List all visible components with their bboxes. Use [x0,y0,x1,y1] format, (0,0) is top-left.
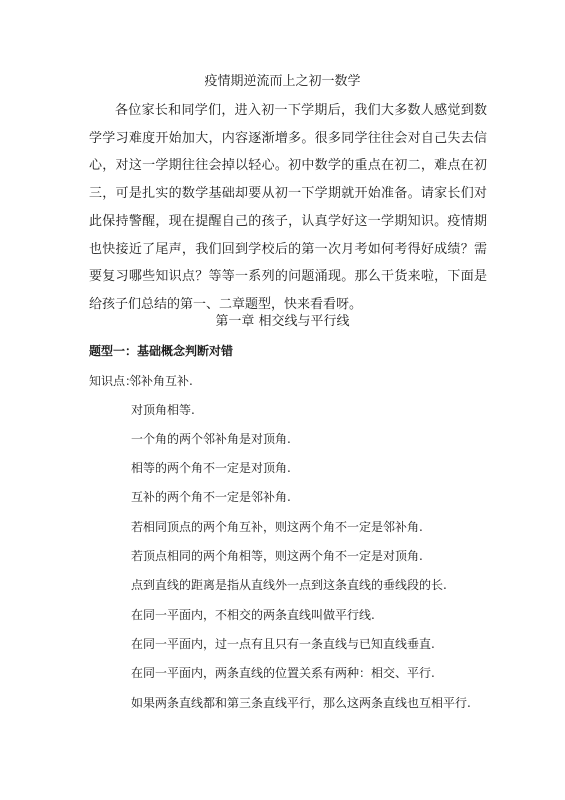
knowledge-point: 一个角的两个邻补角是对顶角. [131,432,291,446]
knowledge-point: 互补的两个角不一定是邻补角. [131,490,291,504]
knowledge-points-label: 知识点： [89,374,138,388]
knowledge-point: 如果两条直线都和第三条直线平行，那么这两条直线也互相平行. [131,696,471,710]
knowledge-point: 在同一平面内，不相交的两条直线叫做平行线. [131,608,375,622]
knowledge-point: 对顶角相等. [131,403,195,417]
knowledge-point: 在同一平面内，两条直线的位置关系有两种：相交、平行. [131,666,435,680]
question-type-heading: 题型一：基础概念判断对错 [89,344,234,358]
intro-paragraph: 各位家长和同学们，进入初一下学期后，我们大多数人感觉到数学学习难度开始加大，内容逐渐增多。很多同学往往会对自己失去信心，对这一学期往往会掉以轻心。初中数学的重点在初二，难点在初三，可是扎实的数学基础却要从初一下学期就开始准备。请家长们对此保持警醒，现在提醒自己的孩子，认真学好这一学期知识。疫情期也快接近了尾声，我们回到学校后的第一次月考如何考得好成绩？需要复习哪些知识点？等等一系列的问题涌现。那么干货来啦，下面是给孩子们总结的第一、二章题型，快来看看呀。 [89,103,487,312]
chapter-title: 第一章 相交线与平行线 [215,314,350,329]
knowledge-point: 在同一平面内，过一点有且只有一条直线与已知直线垂直. [131,637,435,651]
knowledge-point: 若顶点相同的两个角相等，则这两个角不一定是对顶角. [131,549,423,563]
knowledge-point: 相等的两个角不一定是对顶角. [131,461,291,475]
knowledge-point: 若相同顶点的两个角互补，则这两个角不一定是邻补角. [131,520,423,534]
document-title: 疫情期逆流而上之初一数学 [204,74,361,89]
knowledge-point: 邻补角互补. [129,374,193,388]
knowledge-point: 点到直线的距离是指从直线外一点到这条直线的垂线段的长. [131,578,447,592]
